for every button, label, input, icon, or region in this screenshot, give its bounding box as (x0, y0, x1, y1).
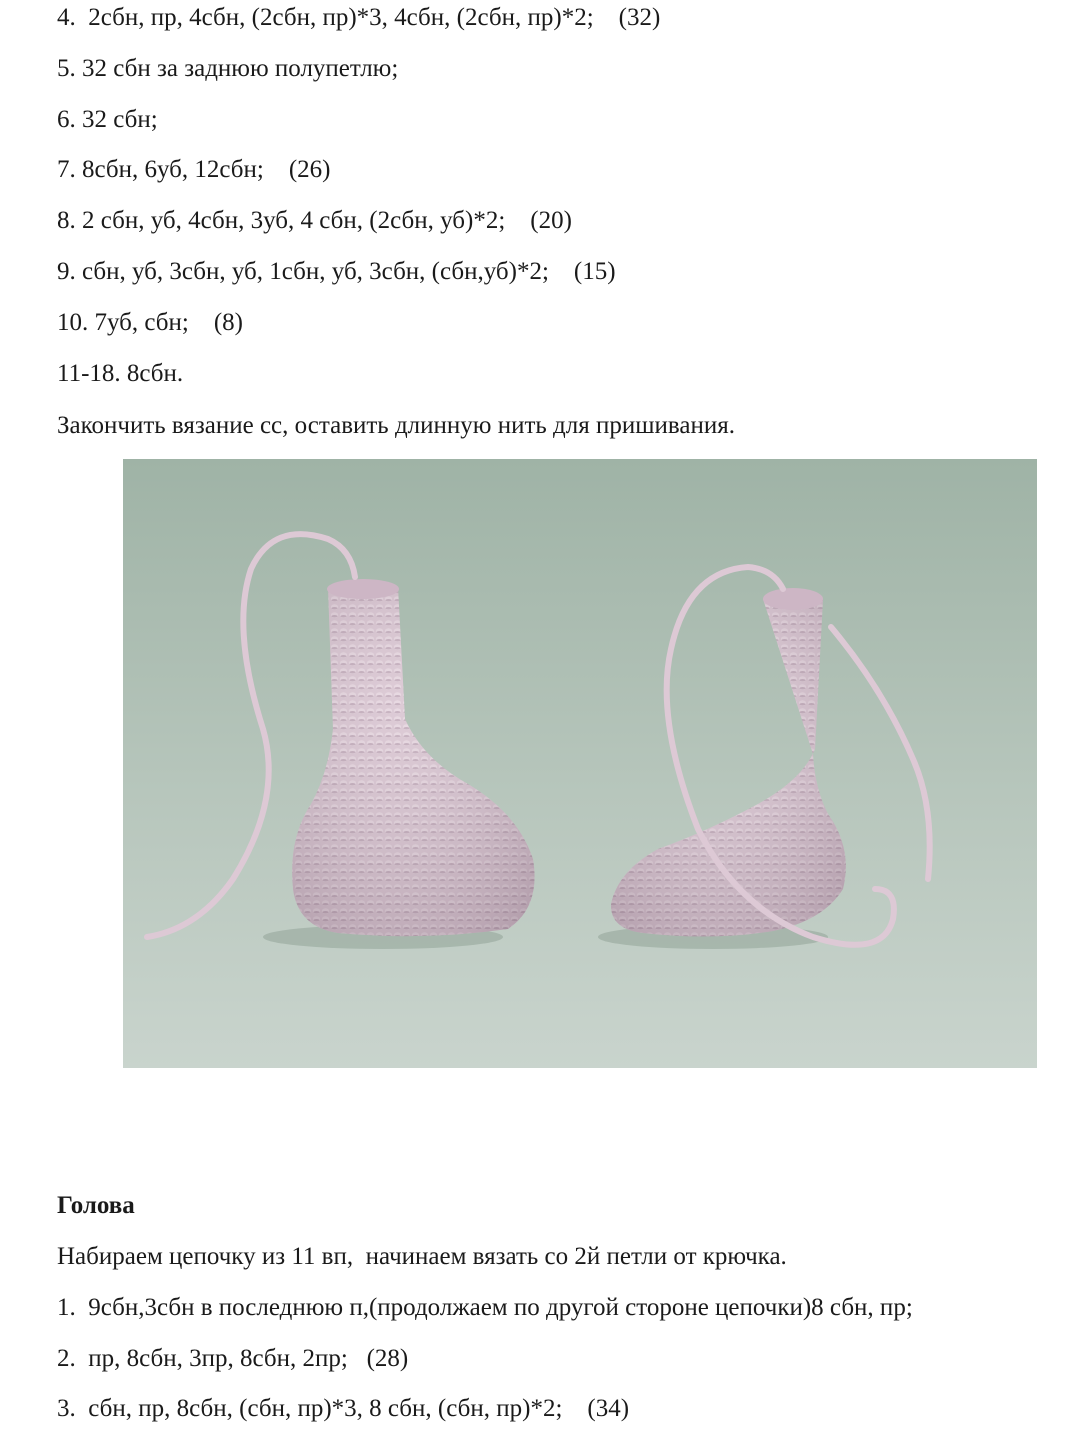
head-row-2: 2. пр, 8сбн, 3пр, 8сбн, 2пр; (28) (57, 1345, 409, 1372)
pattern-row-10: 10. 7уб, сбн; (8) (57, 309, 243, 336)
pattern-row-5: 5. 32 сбн за заднюю полупетлю; (57, 55, 399, 82)
pattern-row-9: 9. сбн, уб, 3сбн, уб, 1сбн, уб, 3сбн, (сбн,уб)*2; (15) (57, 258, 616, 285)
finishing-instruction: Закончить вязание сс, оставить длинную нить для пришивания. (57, 412, 735, 439)
head-row-1: 1. 9сбн,3сбн в последнюю п,(продолжаем по другой стороне цепочки)8 сбн, пр; (57, 1294, 913, 1321)
pattern-row-4: 4. 2сбн, пр, 4сбн, (2сбн, пр)*3, 4сбн, (2сбн, пр)*2; (32) (57, 4, 661, 31)
head-section-intro: Набираем цепочку из 11 вп, начинаем вязать со 2й петли от крючка. (57, 1243, 787, 1270)
pattern-row-8: 8. 2 сбн, уб, 4сбн, 3уб, 4 сбн, (2сбн, уб)*2; (20) (57, 207, 572, 234)
crochet-feet-photo (123, 459, 1037, 1068)
pattern-row-7: 7. 8сбн, 6уб, 12сбн; (26) (57, 156, 331, 183)
pattern-row-11-18: 11-18. 8сбн. (57, 360, 184, 387)
head-section-title: Голова (57, 1192, 135, 1219)
pattern-row-6: 6. 32 сбн; (57, 106, 158, 133)
head-row-3: 3. сбн, пр, 8сбн, (сбн, пр)*3, 8 сбн, (сбн, пр)*2; (34) (57, 1395, 630, 1422)
